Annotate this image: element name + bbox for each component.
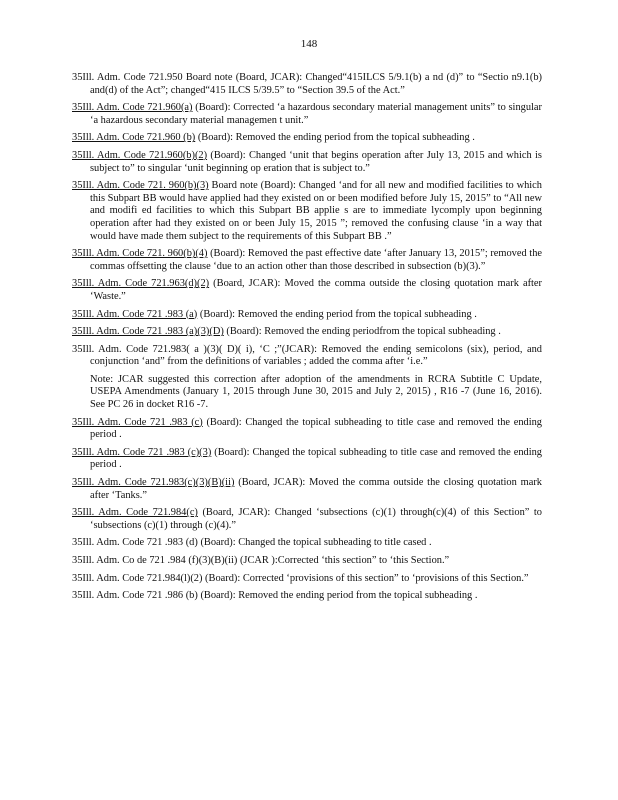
amendment-entry bbox=[72, 326, 542, 339]
entry-text: (Board, JCAR): Moved the comma outside the closing quotation mark after ‘Tanks.” bbox=[90, 477, 542, 501]
amendment-entry bbox=[72, 180, 542, 243]
entry-text: (Board): Removed the past effective date ‘after January 13, 2015”; removed the commas offsetting the clause ‘due to an action other than those described in subsection (b)(3).” bbox=[90, 248, 542, 272]
entry-text: Board note (Board): Changed ‘and for all new and modified facilities to which this Subpart BB would have applied had they existed on or been modified before July 15, 2015” to “All new and modifi ed facilities to which this Subpart BB applie s are to immediate lycomply upon beginning operation after had they existed on or been July 15, 2015 ”; removed the confusing clause ‘in a way that would have made them subject to the requirements of this Subpart BB .” bbox=[90, 180, 542, 242]
amendment-entry bbox=[72, 132, 542, 145]
code-citation: 35Ill. Adm. Code 721.950 bbox=[72, 72, 183, 83]
code-citation: 35Ill. Adm. Code 721.984(c) bbox=[72, 507, 198, 519]
entry-text: (Board): Changed ‘unit that begins operation after July 13, 2015 and which is subject to” to singular ‘unit beginning op eration that is subject to.” bbox=[90, 149, 542, 174]
amendment-entry bbox=[72, 344, 542, 369]
code-citation: 35Ill. Adm. Code 721. 960(b)(3) bbox=[72, 180, 209, 192]
entry-text: (Board): Changed the topical subheading to title case and removed the ending period . bbox=[90, 446, 542, 471]
amendment-entry bbox=[72, 248, 542, 273]
code-citation: 35Ill. Adm. Code 721 .983 (c)(3) bbox=[72, 446, 212, 458]
amendment-entry bbox=[72, 590, 542, 603]
code-citation: 35Ill. Adm. Code 721.984(l)(2) bbox=[72, 572, 203, 584]
code-citation: 35Ill. Adm. Code 721.960 (b) bbox=[72, 132, 196, 144]
code-citation: 35Ill. Adm. Code 721. 960(b)(4) bbox=[72, 248, 208, 260]
amendment-entry bbox=[72, 555, 542, 568]
code-citation: 35Ill. Adm. Code 721 .986 (b) bbox=[72, 590, 198, 602]
entry-text: (JCAR ):Corrected ‘this section” to ‘this Section.” bbox=[237, 555, 450, 566]
amendment-entry bbox=[72, 72, 542, 97]
code-citation: 35Ill. Adm. Code 721 .983 (d) bbox=[72, 537, 198, 549]
code-citation: 35Ill. Adm. Code 721.960(b)(2) bbox=[72, 149, 208, 161]
code-citation: 35Ill. Adm. Code 721 .983 (c) bbox=[72, 416, 203, 428]
entry-text: (Board, JCAR): Moved the comma outside the closing quotation mark after ‘Waste.” bbox=[90, 278, 542, 302]
code-citation: 35Ill. Adm. Code 721.960(a) bbox=[72, 102, 193, 114]
entry-text: (Board): Removed the ending period from the topical subheading . bbox=[195, 132, 475, 144]
note-paragraph: Note: JCAR suggested this correction after adoption of the amendments in RCRA Subtitle C Update, USEPA Amendments (January 1, 2015 through June 30, 2015 and July 2, 2015) , R16 -7 (June 16, 2016). See PC 26 in docket R16 -7. bbox=[90, 373, 542, 411]
entries-list bbox=[72, 72, 542, 608]
code-citation: 35Ill. Adm. Code 721 .983 (a)(3)(D) bbox=[72, 326, 224, 338]
entry-text: (Board): Removed the ending period from the topical subheading . bbox=[197, 308, 477, 320]
entry-text: (Board): Changed the topical subheading to title cased . bbox=[197, 537, 432, 549]
amendment-entry bbox=[72, 507, 542, 532]
code-citation: 35Ill. Adm. Code 721.963(d)(2) bbox=[72, 278, 210, 290]
code-citation: 35Ill. Adm. Co de 721 .984 (f)(3)(B)(ii) bbox=[72, 555, 238, 566]
code-citation: 35Ill. Adm. Code 721.983( a )(3)( D)( i), ‘C ;”(JCAR): bbox=[72, 343, 317, 355]
amendment-entry bbox=[72, 102, 542, 127]
amendment-entry bbox=[72, 278, 542, 303]
entry-text: (Board): Corrected ‘provisions of this section” to ‘provisions of this Section.” bbox=[202, 572, 529, 584]
amendment-entry bbox=[72, 573, 542, 586]
page-number: 148 bbox=[300, 38, 318, 50]
entry-text: (Board): Removed the ending period from the topical subheading . bbox=[197, 590, 478, 602]
amendment-entry bbox=[72, 150, 542, 175]
entry-text: Board note (Board, JCAR): Changed“415ILCS 5/9.1(b) a nd (d)” to “Sectio n9.1(b) and(d) of the Act”; changed“415 ILCS 5/39.5” to “Section 39.5 of the Act.” bbox=[90, 72, 542, 96]
entry-text: (Board): Corrected ‘a hazardous secondary material management units” to singular ‘a hazardous secondary material managemen t unit.” bbox=[90, 102, 542, 126]
entry-text: (Board): Changed the topical subheading to title case and removed the ending period . bbox=[90, 416, 542, 441]
entry-text: (Board, JCAR): Changed ‘subsections (c)(1) through(c)(4) of this Section” to ‘subsections (c)(1) through (c)(4).” bbox=[90, 507, 543, 531]
amendment-entry bbox=[72, 537, 542, 550]
entry-text: Removed the ending semicolons (six), period, and conjunction ‘and” from the definitions of variables ; added the comma after ‘i.e.” bbox=[90, 343, 542, 368]
amendment-entry bbox=[72, 309, 542, 322]
amendment-entry bbox=[72, 477, 542, 502]
amendment-entry bbox=[72, 417, 542, 442]
amendment-entry bbox=[72, 447, 542, 472]
code-citation: 35Ill. Adm. Code 721.983(c)(3)(B)(ii) bbox=[72, 477, 235, 489]
entry-text: (Board): Removed the ending periodfrom the topical subheading . bbox=[223, 326, 501, 338]
code-citation: 35Ill. Adm. Code 721 .983 (a) bbox=[72, 308, 198, 320]
